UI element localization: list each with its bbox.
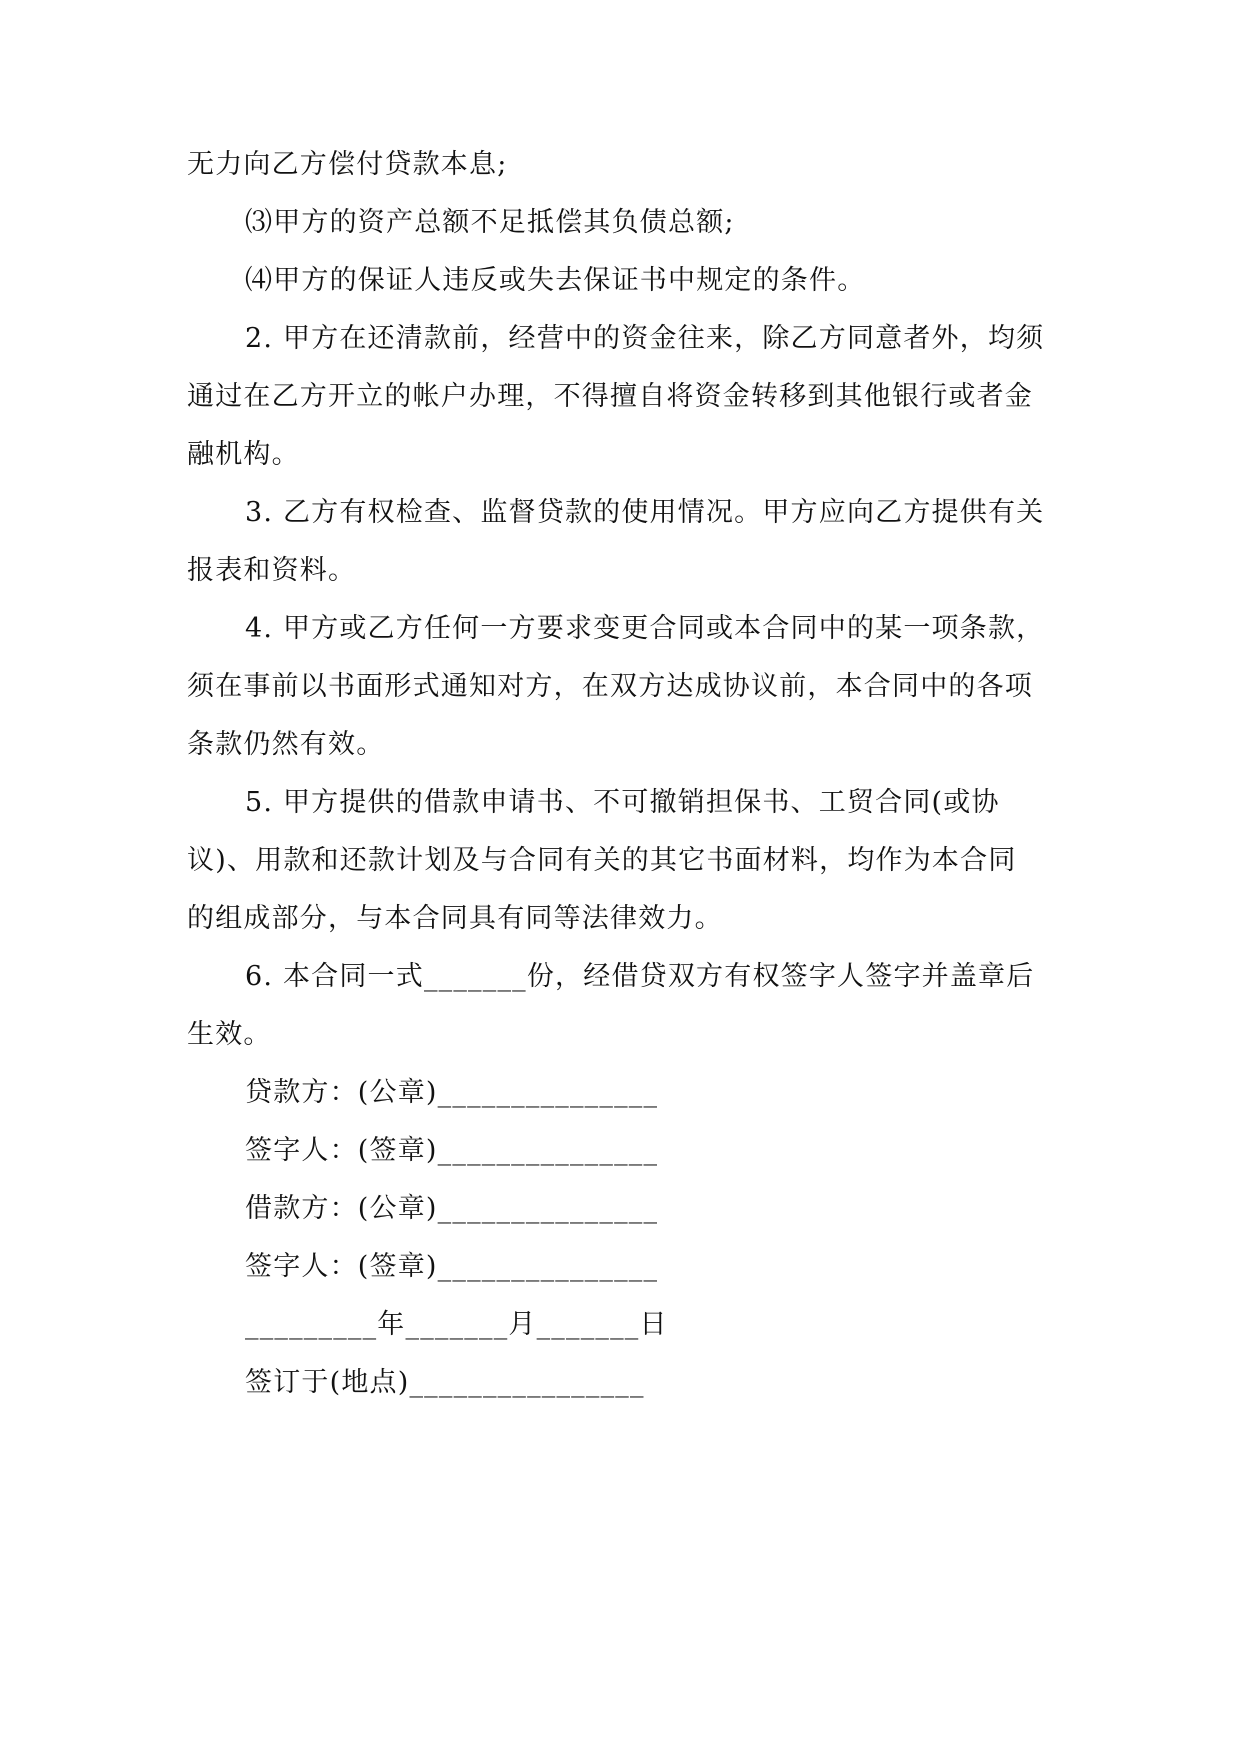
lender-seal-line: 贷款方：(公章)_______________ xyxy=(245,1077,659,1108)
clause-2-line-3: 融机构。 xyxy=(187,439,300,470)
clause-5-line-2: 议)、用款和还款计划及与合同有关的其它书面材料，均作为本合同 xyxy=(187,845,1017,876)
date-line: _________年_______月_______日 xyxy=(245,1309,668,1340)
clause-3-line-1: 3. 乙方有权检查、监督贷款的使用情况。甲方应向乙方提供有关 xyxy=(245,497,1045,528)
clause-6-line-2: 生效。 xyxy=(187,1019,272,1050)
clause-3-line-2: 报表和资料。 xyxy=(187,555,357,586)
clause-item-4: ⑷甲方的保证人违反或失去保证书中规定的条件。 xyxy=(245,265,866,296)
lender-signatory-line: 签字人：(签章)_______________ xyxy=(245,1135,659,1166)
clause-5-line-3: 的组成部分，与本合同具有同等法律效力。 xyxy=(187,903,723,934)
clause-6-line-1: 6. 本合同一式_______份，经借贷双方有权签字人签字并盖章后 xyxy=(245,961,1035,992)
clause-4-line-3: 条款仍然有效。 xyxy=(187,729,385,760)
borrower-signatory-line: 签字人：(签章)_______________ xyxy=(245,1251,659,1282)
clause-5-line-1: 5. 甲方提供的借款申请书、不可撤销担保书、工贸合同(或协 xyxy=(245,787,1000,818)
text-line: 无力向乙方偿付贷款本息; xyxy=(187,149,508,180)
clause-4-line-1: 4. 甲方或乙方任何一方要求变更合同或本合同中的某一项条款， xyxy=(245,613,1045,644)
signing-location-line: 签订于(地点)________________ xyxy=(245,1367,645,1398)
borrower-seal-line: 借款方：(公章)_______________ xyxy=(245,1193,659,1224)
clause-2-line-2: 通过在乙方开立的帐户办理，不得擅自将资金转移到其他银行或者金 xyxy=(187,381,1033,412)
clause-4-line-2: 须在事前以书面形式通知对方，在双方达成协议前，本合同中的各项 xyxy=(187,671,1033,702)
clause-item-3: ⑶甲方的资产总额不足抵偿其负债总额; xyxy=(245,207,735,238)
clause-2-line-1: 2. 甲方在还清款前，经营中的资金往来，除乙方同意者外，均须 xyxy=(245,323,1045,354)
